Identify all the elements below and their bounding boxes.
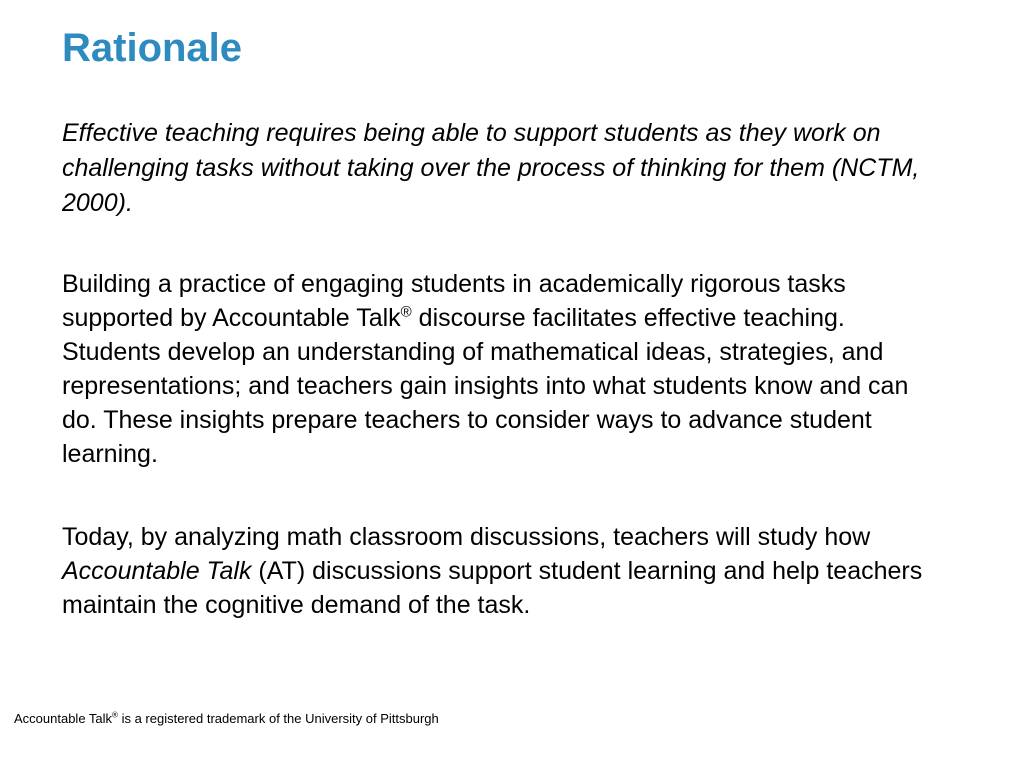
paragraph-text: (AT) discussions support student learning and help teachers maintain the cognitive demand of the task. [62, 557, 923, 619]
paragraph-text: Today, by analyzing math classroom discussions, teachers will study how [62, 523, 871, 551]
registered-mark: ® [400, 303, 412, 321]
footer-text: Accountable Talk [14, 711, 113, 726]
emphasis-accountable-talk: Accountable Talk [62, 557, 252, 585]
trademark-footer [14, 710, 439, 728]
paragraph-text: Building a practice of engaging students in academically rigorous tasks supported by Accountable Talk [62, 270, 846, 332]
paragraph-today [62, 520, 942, 622]
nctm-quote: Effective teaching requires being able to support students as they work on challenging tasks without taking over the process of thinking for them (NCTM, 2000). [62, 119, 920, 217]
registered-mark: ® [112, 710, 118, 720]
paragraph-text: discourse facilitates effective teaching. Students develop an understanding of mathematical ideas, strategies, and representations; and teachers gain insights into what students know and can do. These insights prepare teachers to consider ways to advance student learning. [62, 304, 909, 468]
paragraph-building-practice [62, 267, 942, 471]
slide-title: Rationale [62, 26, 243, 70]
footer-text: is a registered trademark of the University of Pittsburgh [117, 711, 439, 726]
